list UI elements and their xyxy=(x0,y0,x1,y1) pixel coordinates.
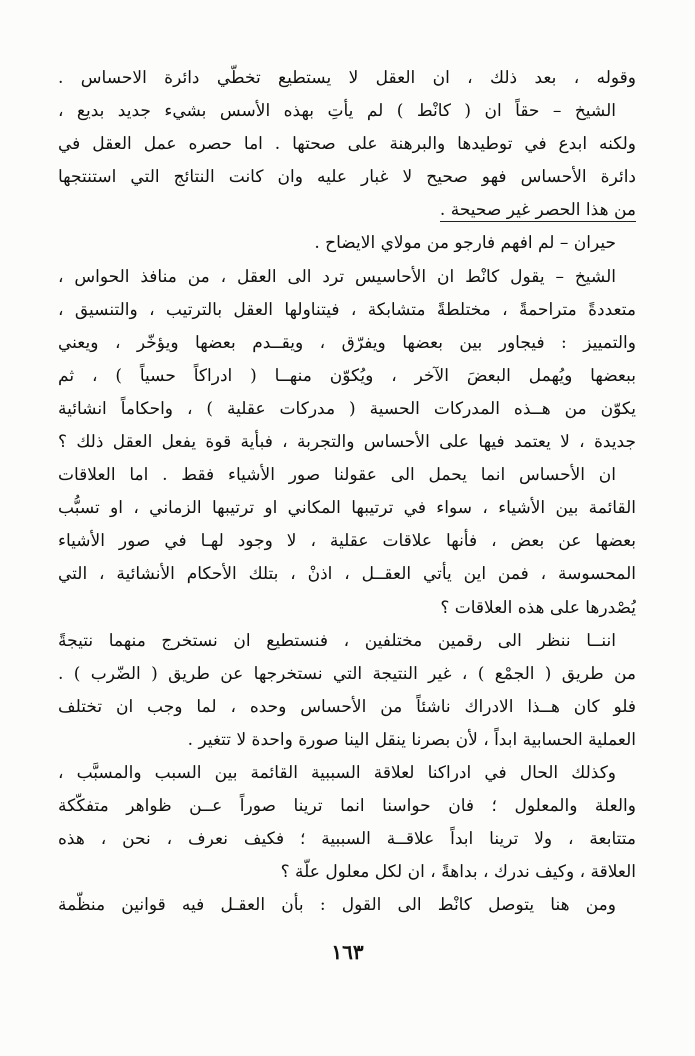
text-line: والتمييز : فيجاور بين بعضها ويفرّق ، ويقــدم بعضها ويؤخّر ، ويعني xyxy=(58,332,636,353)
text-line: ان الأحساس انما يحمل الى عقولنا صور الأشياء فقط . اما العلاقات xyxy=(58,465,616,486)
text-line: ولكنه ابدع في توطيدها والبرهنة على صحتها . اما حصره عمل العقل في xyxy=(58,134,636,155)
text-line: حيران – لم افهم فارجو من مولاي الايضاح . xyxy=(314,233,616,254)
text-line: متتابعة ، ولا ترينا ابداً علاقــة السببية ؛ فكيف نعرف ، نحن ، هذه xyxy=(58,829,636,850)
text-line: الشيخ – يقول كانْط ان الأحاسيس ترد الى العقل ، من منافذ الحواس ، xyxy=(58,266,616,287)
text-line: الشيخ – حقاً ان ( كانْط ) لم يأتِ بهذه الأسس بشيء جديد بديع ، xyxy=(58,101,616,122)
text-line-underlined xyxy=(58,194,636,227)
text-line: العملية الحسابية ابداً ، لأن بصرنا ينقل الينا صورة واحدة لا تتغير . xyxy=(187,729,636,750)
text-line: يكوّن من هــذه المدركات الحسية ( مدركات عقلية ) ، واحكاماً انشائية xyxy=(58,398,636,419)
text-line: متعددةً متراحمةً ، مختلطةً متشابكة ، فيتناولها العقل بالترتيب ، والتنسيق ، xyxy=(58,299,636,320)
body-text xyxy=(58,62,636,922)
text-line: ومن هنا يتوصل كانْط الى القول : بأن العقـل فيه قوانين منظّمة xyxy=(58,895,616,916)
page-number: ١٦٣ xyxy=(331,940,364,964)
text-line: القائمة بين الأشياء ، سواء في ترتيبها المكاني او ترتيبها الزماني ، او تسبُّب xyxy=(58,498,636,519)
text-line: يُصْدرها على هذه العلاقات ؟ xyxy=(440,597,636,618)
text-line: بعضها عن بعض ، فأنها علاقات عقلية ، لا وجود لهـا في صور الأشياء xyxy=(58,531,636,552)
text-line: المحسوسة ، فمن اين يأتي العقــل ، اذنْ ، بتلك الأحكام الأنشائية ، التي xyxy=(58,564,636,585)
text-line: ببعضها ويُهمل البعضَ الآخر ، ويُكوّن منهــا ( ادراكاً حسياً ) ، ثم xyxy=(58,365,636,386)
text-line: دائرة الأحساس فهو صحيح لا غبار عليه وان كانت النتائج التي استنتجها xyxy=(58,167,636,188)
text-line: فلو كان هــذا الادراك ناشئاً من الأحساس وحده ، لما وجب ان تختلف xyxy=(58,696,636,717)
underlined-text: من هذا الحصر غير صحيحة . xyxy=(439,200,636,221)
text-line: وقوله ، بعد ذلك ، ان العقل لا يستطيع تخطّي دائرة الاحساس . xyxy=(58,68,636,88)
text-line: العلاقة ، وكيف ندرك ، بداهةً ، ان لكل معلول علّة ؟ xyxy=(280,862,636,883)
text-line: من طريق ( الجمْع ) ، غير النتيجة التي نستخرجها عن طريق ( الضّرب ) . xyxy=(58,663,636,684)
text-line: اننــا ننظر الى رقمين مختلفين ، فنستطيع ان نستخرج منهما نتيجةً xyxy=(58,630,616,651)
text-line: وكذلك الحال في ادراكنا لعلاقة السببية القائمة بين السبب والمسبَّب ، xyxy=(58,762,616,783)
text-line: والعلة والمعلول ؛ فان حواسنا انما ترينا صوراً عــن ظواهر متفكّكة xyxy=(58,796,636,817)
text-line: جديدة ، لا يعتمد فيها على الأحساس والتجربة ، فبأية قوة يفعل العقل ذلك ؟ xyxy=(58,432,636,453)
